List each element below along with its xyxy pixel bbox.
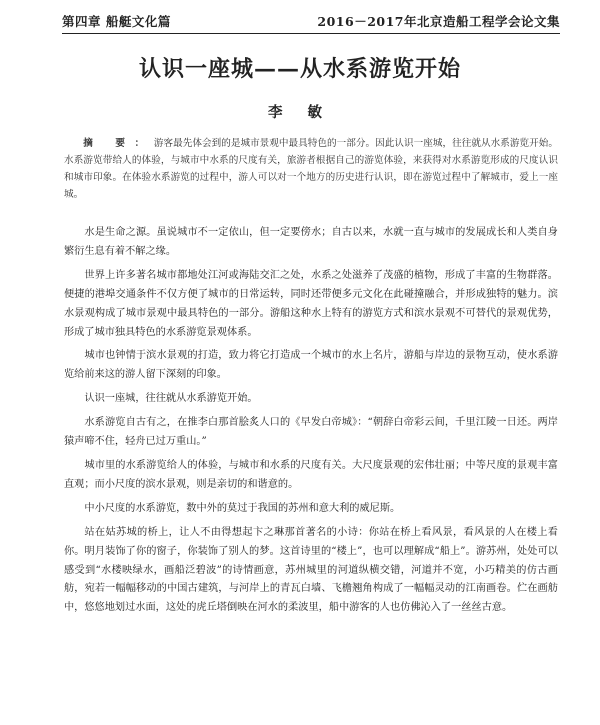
body-paragraph: 中小尺度的水系游览，数中外的莫过于我国的苏州和意大利的威尼斯。 [84, 502, 401, 514]
body-paragraph: 水是生命之源。虽说城市不一定依山，但一定要傍水；自古以来，水就一直与城市的发展成长和人类自身繁衍生息有着不解之缘。 [64, 227, 558, 257]
chapter-label: 第四章 船艇文化篇 [62, 14, 171, 29]
article-title: 认识一座城——从水系游览开始 [138, 56, 461, 82]
abstract [64, 135, 558, 203]
body-paragraph: 站在姑苏城的桥上，让人不由得想起卞之琳那首著名的小诗：你站在桥上看风景，看风景的人在楼上看你。明月装饰了你的窗子，你装饰了别人的梦。这首诗里的“楼上”，也可以理解成“船上”。游苏州，处处可以感受到“水楼映绿水，画船泛碧波”的诗情画意，苏州城里的河道纵横交错，河道并不宽，小巧精美的仿古画舫，宛若一幅幅移动的中国古建筑，与河岸上的青瓦白墙、飞檐翘角构成了一幅幅灵动的江南画卷。伫在画舫中，悠悠地划过水面，这处的虎丘塔倒映在河水的柔波里，船中游客的人也仿佛沁入了一丝丝古意。 [64, 526, 558, 614]
abstract-label: 摘 要： [83, 138, 154, 149]
journal-label: 2016－2017年北京造船工程学会论文集 [317, 14, 560, 29]
body-paragraph: 世界上许多著名城市都地处江河或海陆交汇之处，水系之处滋养了茂盛的植物，形成了丰富的生物群落。便捷的港埠交通条件不仅方便了城市的日常运转，同时还带便多元文化在此碰撞融合，并形成独特的魅力。滨水景观构成了城市景观中最具特色的一部分。游船这种水上特有的游览方式和滨水景观不可替代的景观优势，形成了城市独具特色的水系游览景观体系。 [64, 269, 558, 338]
article-body [64, 224, 558, 623]
running-header [62, 12, 560, 34]
body-paragraph: 认识一座城，往往就从水系游览开始。 [84, 393, 258, 405]
body-paragraph: 城市里的水系游览给人的体验，与城市和水系的尺度有关。大尺度景观的宏伟壮丽；中等尺度的景观丰富直观；而小尺度的滨水景观，则是亲切的和谐意的。 [64, 459, 558, 490]
body-paragraph: 城市也钟情于滨水景观的打造，致力将它打造成一个城市的水上名片，游船与岸边的景物互动，使水系游览给前来这的游人留下深刻的印象。 [64, 350, 558, 381]
body-paragraph: 水系游览自古有之，在推李白那首脍炙人口的《早发白帝城》：“朝辞白帝彩云间，千里江陵一日还。两岸猿声啼不住，轻舟已过万重山。” [64, 417, 558, 448]
author-name: 李 敏 [267, 104, 333, 121]
abstract-text: 游客最先体会到的是城市景观中最具特色的一部分。因此认识一座城，往往就从水系游览开始。水系游览带给人的体验，与城市中水系的尺度有关，旅游者根据自己的游览体验，来获得对水系游览形成的尺度认识和城市印象。在体验水系游览的过程中，游人可以对一个地方的历史进行认识，即在游览过程中了解城市，爱上一座城。 [64, 138, 558, 200]
